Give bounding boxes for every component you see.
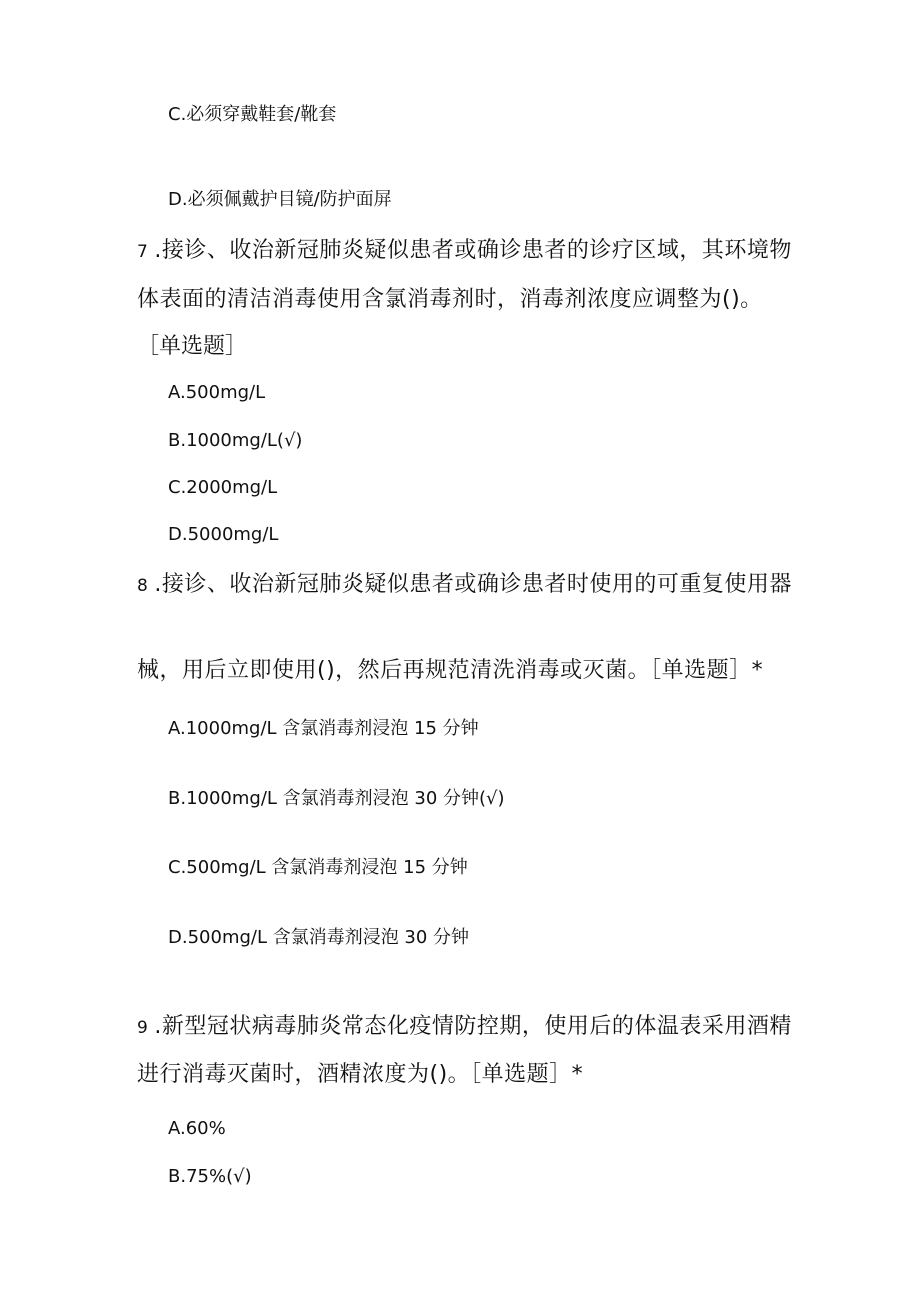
q9-option-b: B.75%(√) (168, 1166, 252, 1187)
q8-text-line2: 械，用后立即使用()，然后再规范清洗消毒或灭菌。［单选题］* (137, 658, 764, 683)
q9-number: 9 (137, 1018, 149, 1038)
q7-text-line2: 体表面的清洁消毒使用含氯消毒剂时，消毒剂浓度应调整为()。 (137, 287, 763, 312)
q6-option-c: C.必须穿戴鞋套/靴套 (168, 104, 337, 125)
q8-option-d: D.500mg∕L 含氯消毒剂浸泡 30 分钟 (168, 927, 470, 948)
q7-option-d: D.5000mg∕L (168, 524, 279, 545)
q9-text-line2: 进行消毒灭菌时，酒精浓度为()。［单选题］* (137, 1062, 584, 1087)
q9-text-line1 (137, 1016, 792, 1038)
q8-option-c: C.500mg∕L 含氯消毒剂浸泡 15 分钟 (168, 857, 468, 878)
q7-text-line1 (137, 240, 792, 262)
q7-option-c: C.2000mg∕L (168, 477, 278, 498)
q8-number: 8 (137, 576, 149, 596)
q7-type-tag: ［单选题］ (137, 334, 248, 359)
q7-text: .接诊、收治新冠肺炎疑似患者或确诊患者的诊疗区域，其环境物 (154, 238, 792, 263)
q7-option-a: A.500mg∕L (168, 382, 266, 403)
q6-option-d: D.必须佩戴护目镜/防护面屏 (168, 189, 392, 210)
q9-option-a: A.60% (168, 1118, 226, 1139)
q9-text: .新型冠状病毒肺炎常态化疫情防控期，使用后的体温表采用酒精 (154, 1014, 792, 1039)
q8-text: .接诊、收治新冠肺炎疑似患者或确诊患者时使用的可重复使用器 (154, 572, 792, 597)
q8-option-a: A.1000mg∕L 含氯消毒剂浸泡 15 分钟 (168, 718, 479, 739)
q8-option-b: B.1000mg/L 含氯消毒剂浸泡 30 分钟(√) (168, 788, 505, 809)
q7-number: 7 (137, 242, 149, 262)
q7-option-b: B.1000mg∕L(√) (168, 430, 303, 451)
q8-text-line1 (137, 574, 792, 596)
